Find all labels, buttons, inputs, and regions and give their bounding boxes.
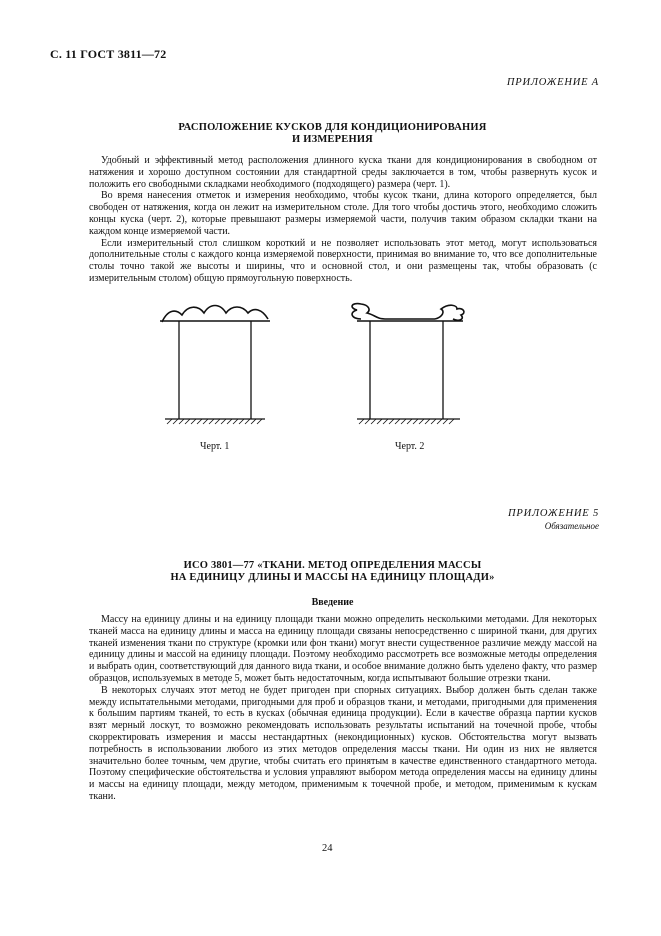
- appendix-5-title-line2: НА ЕДИНИЦУ ДЛИНЫ И МАССЫ НА ЕДИНИЦУ ПЛОЩАДИ»: [170, 571, 495, 583]
- appendix-a-label: ПРИЛОЖЕНИЕ А: [506, 77, 599, 88]
- appendix-a-title: [70, 122, 595, 145]
- appendix-5-label: ПРИЛОЖЕНИЕ 5: [508, 508, 599, 519]
- appendix-a-paragraph: Если измерительный стол слишком короткий и не позволяет использовать этот метод, могут использоваться дополнительные столы с каждого конца измеряемой поверхности, принимая во внимание то, что все дополнительные столы точно такой же высоты и ширины, что и основной стол, и они размещены так, чтобы образовать (с измерительным столом) общую прямоугольную поверхность.: [89, 237, 597, 284]
- appendix-a-title-line2: И ИЗМЕРЕНИЯ: [292, 133, 373, 145]
- appendix-5-body: [89, 614, 597, 803]
- appendix-a-paragraph: Во время нанесения отметок и измерения необходимо, чтобы кусок ткани, длина которого определяется, был свободен от натяжения, когда он лежит на измерительном столе. Для того чтобы достичь этого, необходимо сложить концы куска (черт. 2), которые превышают размеры измеряемой части, получив таким образом складки ткани на каждом конце измеряемой части.: [89, 190, 597, 237]
- appendix-5-title: [70, 560, 595, 583]
- figure-1-table-drawing: [160, 297, 270, 432]
- page-header: С. 11 ГОСТ 3811—72: [50, 47, 167, 61]
- appendix-5-subtitle: Введение: [311, 597, 354, 608]
- appendix-a-paragraph: Удобный и эффективный метод расположения длинного куска ткани для кондиционирования в свободном от натяжения и хорошо доступном состоянии для стандартной среды заключается в том, чтобы развернуть кусок и положить его свободными складками необходимого (подходящего) размера (черт. 1).: [89, 155, 597, 190]
- figure-2-caption: Черт. 2: [395, 441, 425, 452]
- figure-2-table-drawing: [345, 297, 470, 432]
- appendix-a-title-line1: РАСПОЛОЖЕНИЕ КУСКОВ ДЛЯ КОНДИЦИОНИРОВАНИЯ: [178, 122, 487, 133]
- appendix-5-paragraph: В некоторых случаях этот метод не будет пригоден при спорных ситуациях. Выбор должен быть сделан также между испытательными методами, пригодными для проб и образцов ткани, и методами, пригодными для применения к большим партиям тканей, то есть в кусках (обычная единица продукции). Если в качестве образца партии кусков взят мерный лоскут, то возможно рекомендовать использовать результаты испытаний на точечной пробе, чтобы скорректировать измерения и массы нестандартных (некондиционных) кусков. Обстоятельства могут вызвать потребность в использовании любого из этих методов определения массы ткани. Ни один из них не является значительно более точным, чем другие, чтобы считать его принятым в качестве единственного стандартного метода. Поэтому специфические обстоятельства и условия управляют выбором метода определения массы на единицу длины и массы на единицу площади, между методом, применимым к точечной пробе, и методом, применимым к кускам ткани.: [89, 684, 597, 802]
- figure-1-caption: Черт. 1: [200, 441, 230, 452]
- page-number: 24: [322, 843, 333, 854]
- appendix-5-status: Обязательное: [544, 521, 599, 531]
- appendix-5-paragraph: Массу на единицу длины и на единицу площади ткани можно определить несколькими методами. Для некоторых тканей масса на единицу длины и масса на единицу площади связаны непосредственно с шириной ткани, для других тканей изменения ткани по структуре (кромки или фон ткани) могут внести существенное различие между массой на единицу длины и массой на единицу площади. Поэтому необходимо рассмотреть все возможные методы определения и выбрать один, соответствующий для данного вида ткани, и особое внимание должно быть уделено факту, что размер образцов, используемых в методе 5, может быть недостаточным, когда испытывают большие отрезки ткани.: [89, 614, 597, 684]
- appendix-5-title-line1: ИСО 3801—77 «ТКАНИ. МЕТОД ОПРЕДЕЛЕНИЯ МАССЫ: [183, 560, 482, 571]
- appendix-a-body: [89, 155, 597, 285]
